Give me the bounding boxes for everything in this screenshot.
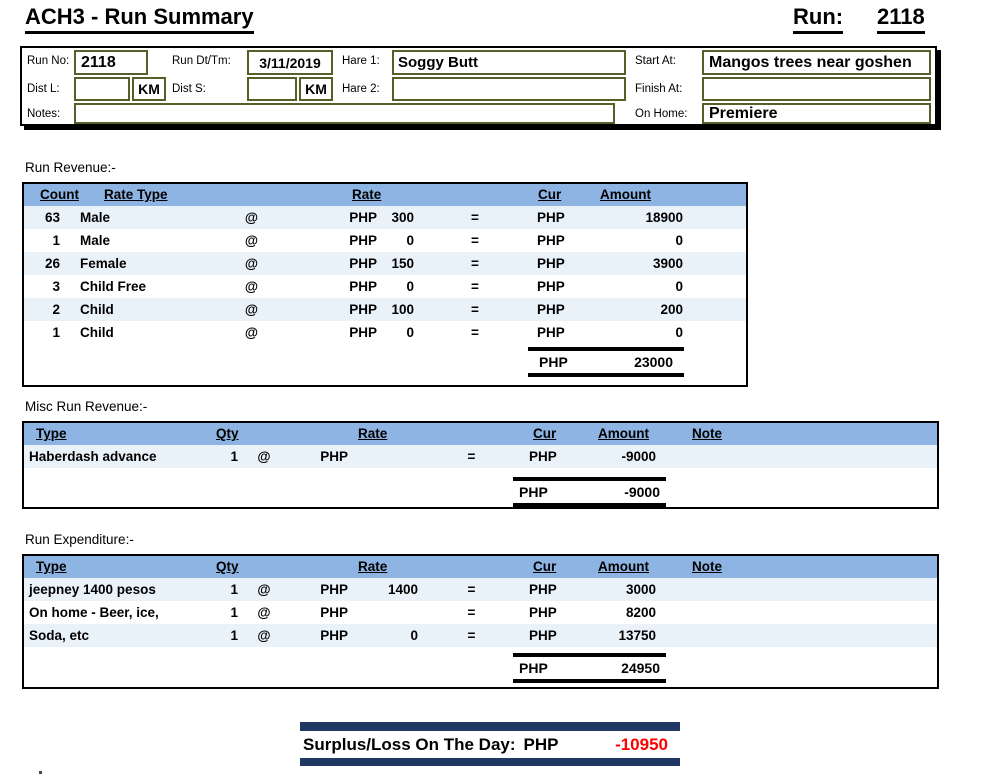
qty-cell: 1 xyxy=(230,449,238,464)
finish-at-field[interactable] xyxy=(702,77,931,101)
total-amount: -9000 xyxy=(624,484,660,500)
run-expenditure-section-label: Run Expenditure:- xyxy=(25,532,134,547)
rate-cur-cell: PHP xyxy=(320,582,348,597)
qty-cell: 1 xyxy=(230,605,238,620)
finish-at-label: Finish At: xyxy=(635,83,683,95)
col-rate: Rate xyxy=(352,187,382,202)
type-cell: jeepney 1400 pesos xyxy=(29,582,156,597)
surplus-label: Surplus/Loss On The Day: xyxy=(303,734,516,754)
rate-cur-cell: PHP xyxy=(349,210,377,225)
run-revenue-header-row xyxy=(24,184,746,206)
amount-cell: 0 xyxy=(675,279,683,294)
equals-symbol: = xyxy=(471,256,479,271)
banner-top-bar xyxy=(300,722,680,731)
col-amount: Amount xyxy=(598,559,649,574)
rate-cell: 1400 xyxy=(387,582,418,597)
hare1-field[interactable]: Soggy Butt xyxy=(392,50,626,75)
table-row xyxy=(24,601,937,624)
run-revenue-table xyxy=(22,182,748,387)
dist-s-unit: KM xyxy=(299,77,333,101)
amount-cell: 0 xyxy=(675,233,683,248)
cur-cell: PHP xyxy=(529,582,557,597)
col-cur: Cur xyxy=(533,426,557,441)
at-symbol: @ xyxy=(257,582,271,597)
cur-cell: PHP xyxy=(537,233,565,248)
qty-cell: 1 xyxy=(230,582,238,597)
type-cell: Child xyxy=(80,325,114,340)
surplus-cur: PHP xyxy=(523,734,559,754)
table-row xyxy=(24,229,746,252)
rate-cell: 0 xyxy=(410,628,418,643)
dist-l-unit: KM xyxy=(132,77,166,101)
rate-cell: 0 xyxy=(406,325,414,340)
start-at-field[interactable]: Mangos trees near goshen xyxy=(702,50,931,75)
cur-cell: PHP xyxy=(537,302,565,317)
at-symbol: @ xyxy=(257,628,271,643)
count-cell: 3 xyxy=(52,279,60,294)
at-symbol: @ xyxy=(244,256,259,271)
at-symbol: @ xyxy=(244,302,259,317)
misc-revenue-header-row xyxy=(24,423,937,445)
amount-cell: 13750 xyxy=(618,628,656,643)
misc-revenue-table xyxy=(22,421,939,509)
run-dt-field[interactable]: 3/11/2019 xyxy=(247,50,333,75)
on-home-label: On Home: xyxy=(635,108,688,120)
at-symbol: @ xyxy=(257,449,271,464)
rate-cell: 300 xyxy=(391,210,414,225)
table-row xyxy=(24,445,937,468)
banner-bottom-bar xyxy=(300,758,680,766)
dist-s-field[interactable] xyxy=(247,77,297,101)
amount-cell: 0 xyxy=(675,325,683,340)
on-home-field[interactable]: Premiere xyxy=(702,103,931,124)
total-cur: PHP xyxy=(519,484,548,500)
start-at-label: Start At: xyxy=(635,55,676,67)
rate-cell: 0 xyxy=(406,279,414,294)
amount-cell: 3000 xyxy=(625,582,656,597)
stray-mark xyxy=(39,771,42,774)
count-cell: 1 xyxy=(52,325,60,340)
count-cell: 1 xyxy=(52,233,60,248)
equals-symbol: = xyxy=(471,279,479,294)
amount-cell: 18900 xyxy=(645,210,683,225)
col-cur: Cur xyxy=(538,187,562,202)
surplus-banner xyxy=(300,722,680,766)
cur-cell: PHP xyxy=(537,256,565,271)
rate-cell: 100 xyxy=(391,302,414,317)
col-type: Type xyxy=(36,559,67,574)
rate-cur-cell: PHP xyxy=(349,325,377,340)
run-number: 2118 xyxy=(877,4,925,34)
table-row xyxy=(24,624,937,647)
type-cell: Female xyxy=(80,256,127,271)
equals-symbol: = xyxy=(467,628,476,643)
count-cell: 26 xyxy=(44,256,60,271)
rate-cell xyxy=(354,445,424,468)
rate-cur-cell: PHP xyxy=(349,233,377,248)
notes-label: Notes: xyxy=(27,108,61,120)
dist-l-field[interactable] xyxy=(74,77,130,101)
amount-cell: -9000 xyxy=(621,449,656,464)
table-row xyxy=(24,252,746,275)
rate-cell: 0 xyxy=(406,233,414,248)
misc-revenue-total xyxy=(513,477,666,507)
type-cell: Child Free xyxy=(80,279,147,294)
at-symbol: @ xyxy=(244,233,259,248)
run-expenditure-header-row xyxy=(24,556,937,578)
col-rate: Rate xyxy=(358,559,388,574)
note-cell xyxy=(664,601,937,624)
rate-cur-cell: PHP xyxy=(320,628,348,643)
run-expenditure-total xyxy=(513,653,666,683)
col-type: Type xyxy=(36,426,67,441)
at-symbol: @ xyxy=(244,210,259,225)
equals-symbol: = xyxy=(467,605,476,620)
run-revenue-section-label: Run Revenue:- xyxy=(25,160,116,175)
type-cell: Haberdash advance xyxy=(29,449,157,464)
run-no-label: Run No: xyxy=(27,55,70,67)
cur-cell: PHP xyxy=(537,279,565,294)
misc-revenue-section-label: Misc Run Revenue:- xyxy=(25,399,148,414)
note-cell xyxy=(664,578,937,601)
revenue-total xyxy=(528,347,684,377)
at-symbol: @ xyxy=(257,605,271,620)
cur-cell: PHP xyxy=(529,628,557,643)
equals-symbol: = xyxy=(467,582,476,597)
col-note: Note xyxy=(692,559,722,574)
surplus-amount: -10950 xyxy=(615,734,668,754)
run-details-box xyxy=(20,46,937,126)
count-cell: 2 xyxy=(52,302,60,317)
table-row xyxy=(24,298,746,321)
type-cell: On home - Beer, ice, xyxy=(29,605,159,620)
equals-symbol: = xyxy=(467,449,476,464)
equals-symbol: = xyxy=(471,210,479,225)
note-cell xyxy=(664,624,937,647)
col-amount: Amount xyxy=(598,426,649,441)
hare2-label: Hare 2: xyxy=(342,83,380,95)
type-cell: Male xyxy=(80,210,111,225)
col-qty: Qty xyxy=(216,426,239,441)
dist-s-label: Dist S: xyxy=(172,83,206,95)
rate-cur-cell: PHP xyxy=(349,256,377,271)
rate-cur-cell: PHP xyxy=(320,605,348,620)
qty-cell: 1 xyxy=(230,628,238,643)
dist-l-label: Dist L: xyxy=(27,83,60,95)
count-cell: 63 xyxy=(44,210,60,225)
hare1-label: Hare 1: xyxy=(342,55,380,67)
table-row xyxy=(24,321,746,344)
table-row xyxy=(24,578,937,601)
at-symbol: @ xyxy=(244,279,259,294)
run-no-field[interactable]: 2118 xyxy=(74,50,148,75)
total-cur: PHP xyxy=(519,660,548,676)
total-cur: PHP xyxy=(539,354,568,370)
col-amount: Amount xyxy=(600,187,651,202)
cur-cell: PHP xyxy=(537,210,565,225)
equals-symbol: = xyxy=(471,302,479,317)
run-expenditure-table xyxy=(22,554,939,689)
note-cell xyxy=(664,445,937,468)
type-cell: Soda, etc xyxy=(29,628,90,643)
amount-cell: 200 xyxy=(660,302,683,317)
col-cur: Cur xyxy=(533,559,557,574)
equals-symbol: = xyxy=(471,325,479,340)
table-row xyxy=(24,206,746,229)
equals-symbol: = xyxy=(471,233,479,248)
type-cell: Male xyxy=(80,233,111,248)
notes-field[interactable] xyxy=(74,103,615,124)
cur-cell: PHP xyxy=(529,605,557,620)
rate-cell: 150 xyxy=(391,256,414,271)
page-title: ACH3 - Run Summary xyxy=(25,4,254,34)
total-amount: 23000 xyxy=(634,354,673,370)
amount-cell: 3900 xyxy=(652,256,683,271)
rate-cell xyxy=(354,601,424,624)
col-rate: Rate xyxy=(358,426,388,441)
table-row xyxy=(24,275,746,298)
rate-cur-cell: PHP xyxy=(320,449,348,464)
col-count: Count xyxy=(40,187,79,202)
at-symbol: @ xyxy=(244,325,259,340)
rate-cur-cell: PHP xyxy=(349,302,377,317)
run-label: Run: xyxy=(793,4,843,34)
total-amount: 24950 xyxy=(621,660,660,676)
rate-cur-cell: PHP xyxy=(349,279,377,294)
type-cell: Child xyxy=(80,302,114,317)
cur-cell: PHP xyxy=(529,449,557,464)
amount-cell: 8200 xyxy=(625,605,656,620)
cur-cell: PHP xyxy=(537,325,565,340)
run-dt-label: Run Dt/Tm: xyxy=(172,55,231,67)
col-qty: Qty xyxy=(216,559,239,574)
hare2-field[interactable] xyxy=(392,77,626,101)
col-rate-type: Rate Type xyxy=(104,187,168,202)
col-note: Note xyxy=(692,426,722,441)
